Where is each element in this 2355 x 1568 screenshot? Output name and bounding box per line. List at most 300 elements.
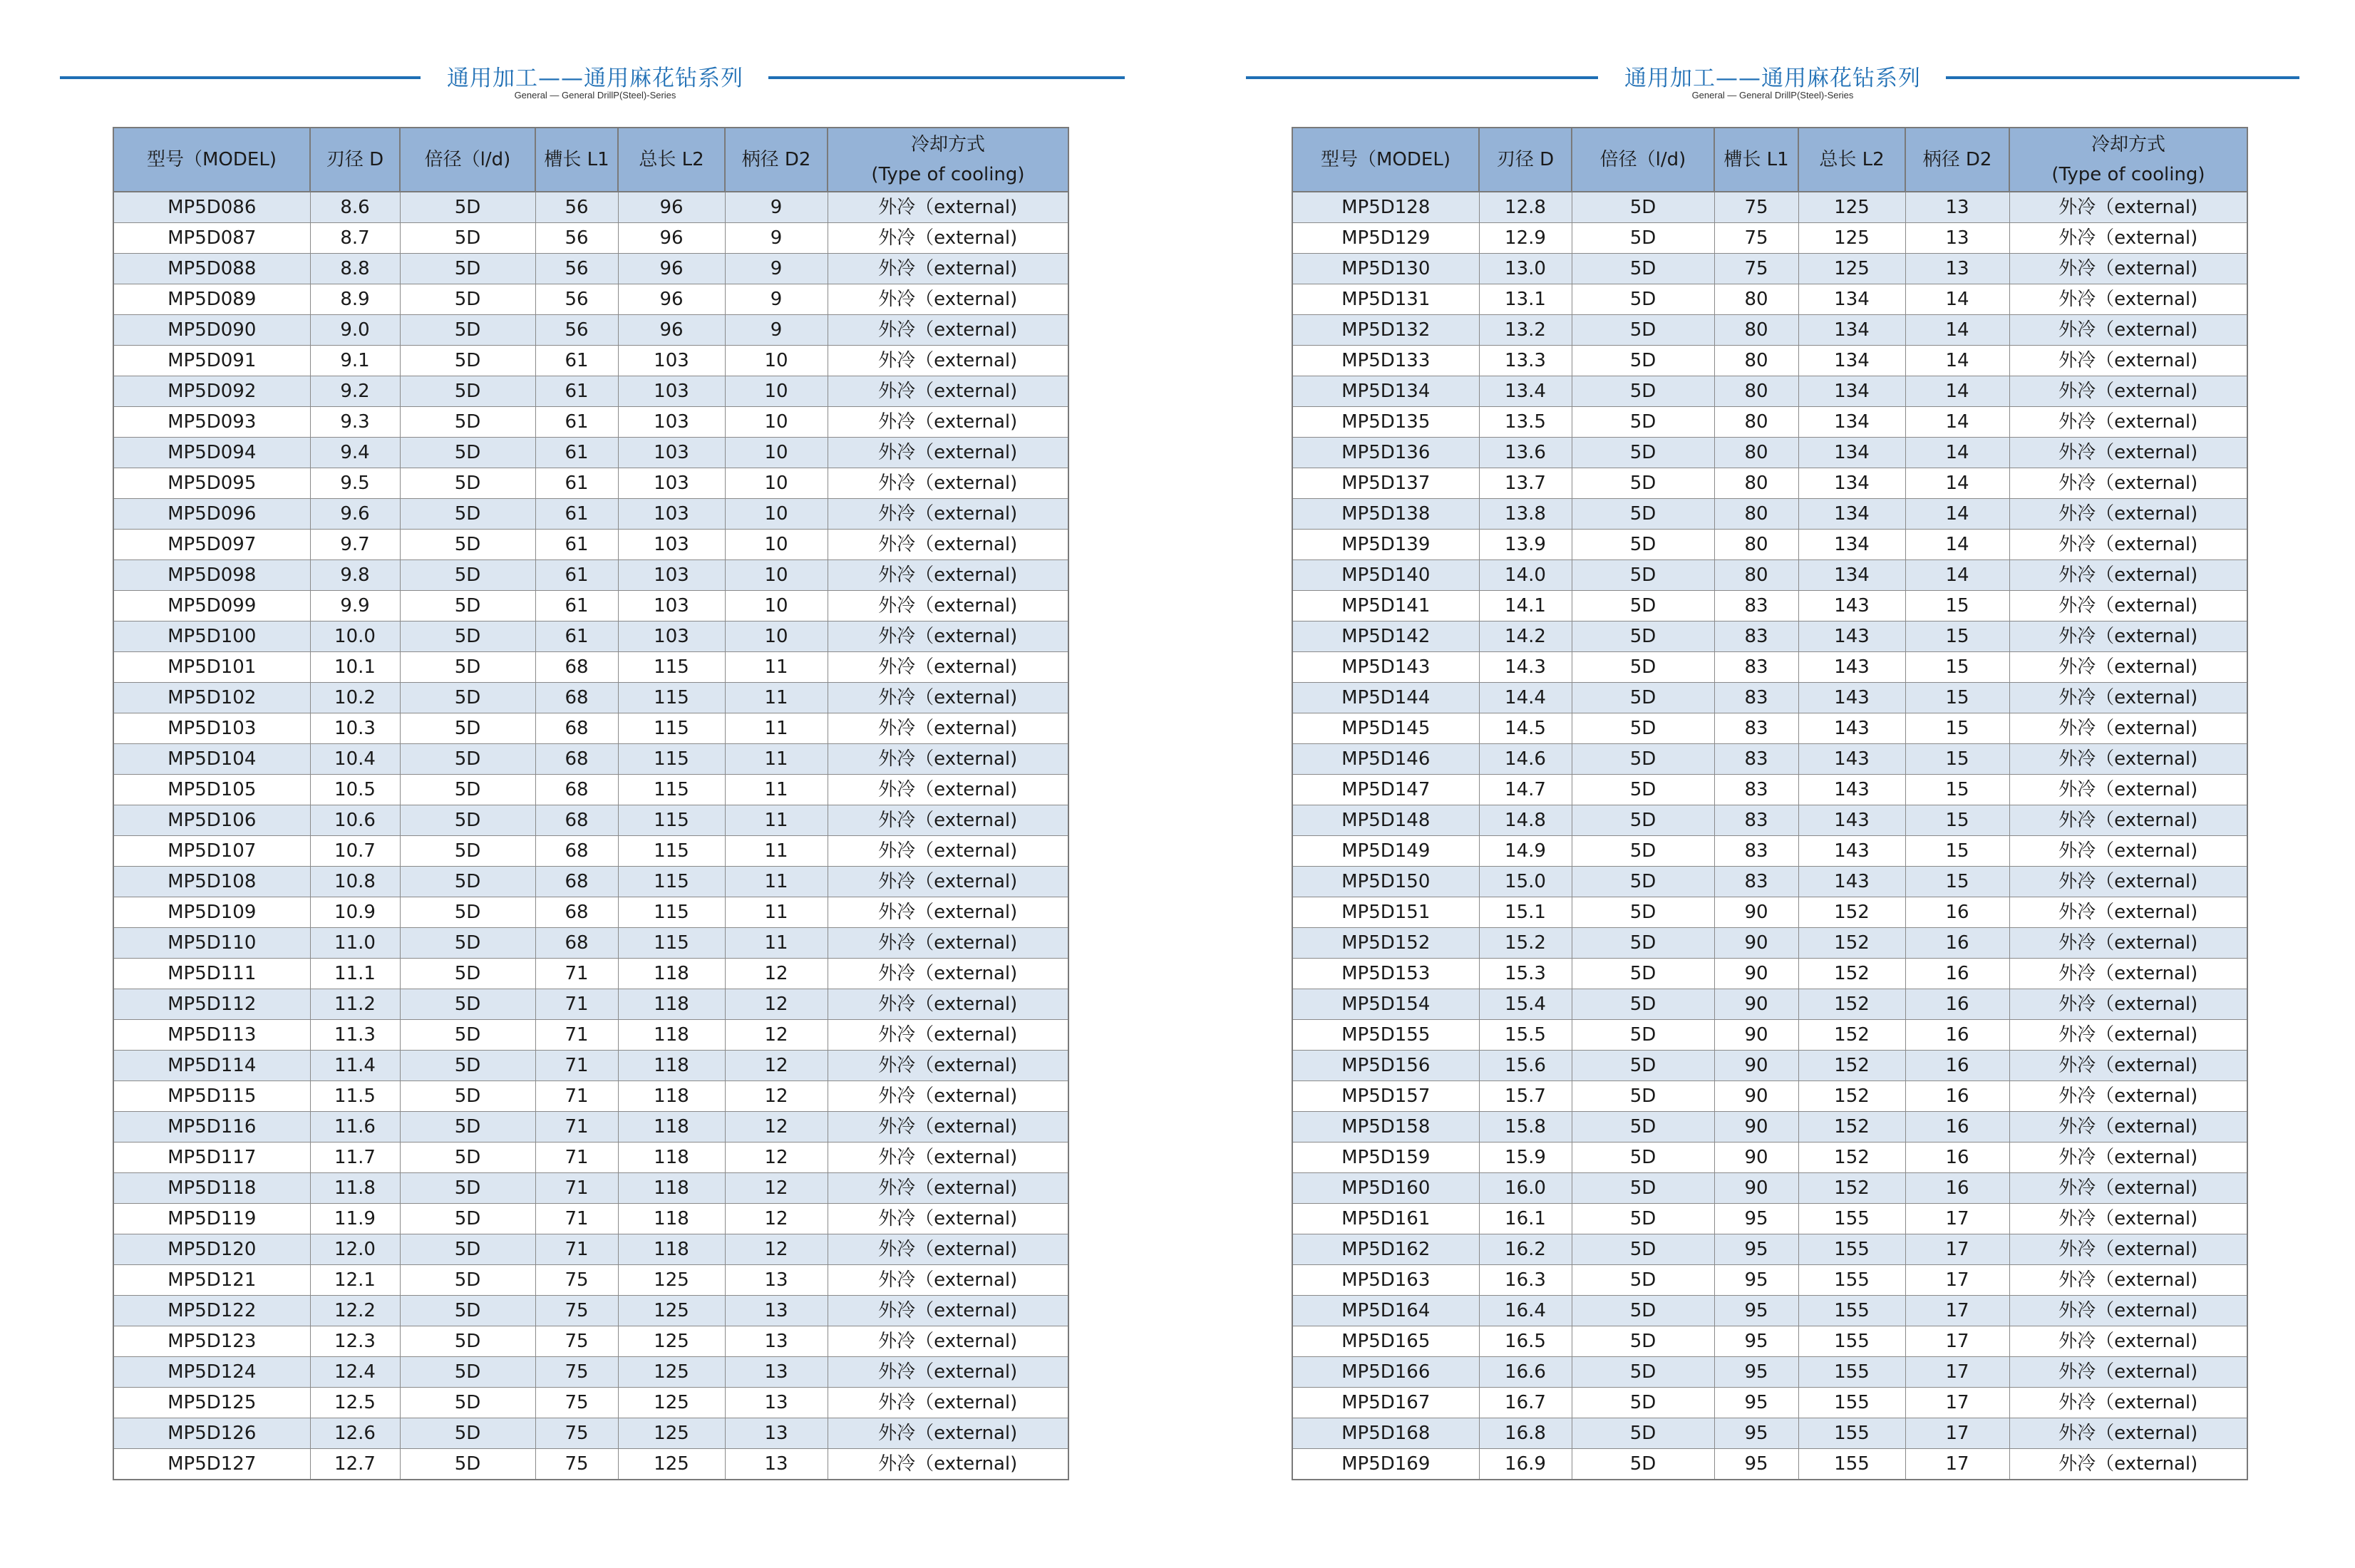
cell-shank-diameter: 14 (1905, 499, 2009, 530)
cell-diameter: 15.2 (1479, 928, 1572, 959)
cell-cooling: 外冷（external) (828, 192, 1068, 223)
cell-cooling: 外冷（external) (2009, 499, 2247, 530)
cell-ratio: 5D (400, 1326, 535, 1357)
cell-shank-diameter: 16 (1905, 1173, 2009, 1204)
cell-total-length: 143 (1798, 591, 1905, 621)
cell-model: MP5D121 (113, 1265, 310, 1296)
table-row (1292, 1173, 2247, 1204)
cell-diameter: 14.3 (1479, 652, 1572, 683)
cell-ratio: 5D (400, 315, 535, 346)
cell-shank-diameter: 15 (1905, 683, 2009, 713)
cell-flute-length: 71 (535, 1143, 618, 1173)
cell-flute-length: 83 (1714, 591, 1798, 621)
cell-shank-diameter: 10 (725, 560, 828, 591)
table-row (1292, 652, 2247, 683)
cell-shank-diameter: 11 (725, 683, 828, 713)
col-header-model: 型号（MODEL) (113, 128, 310, 192)
cell-cooling: 外冷（external) (2009, 1143, 2247, 1173)
cell-total-length: 103 (618, 591, 725, 621)
cell-diameter: 11.7 (310, 1143, 400, 1173)
cell-cooling: 外冷（external) (2009, 1173, 2247, 1204)
cell-total-length: 134 (1798, 468, 1905, 499)
cell-flute-length: 95 (1714, 1449, 1798, 1480)
cell-ratio: 5D (1572, 530, 1714, 560)
cell-shank-diameter: 14 (1905, 376, 2009, 407)
cell-cooling: 外冷（external) (828, 530, 1068, 560)
cell-cooling: 外冷（external) (828, 897, 1068, 928)
cell-diameter: 15.0 (1479, 867, 1572, 897)
cell-flute-length: 75 (535, 1388, 618, 1418)
cell-ratio: 5D (400, 928, 535, 959)
cell-cooling: 外冷（external) (828, 1051, 1068, 1081)
cell-ratio: 5D (400, 775, 535, 805)
cell-shank-diameter: 16 (1905, 1051, 2009, 1081)
cell-shank-diameter: 16 (1905, 1143, 2009, 1173)
cell-ratio: 5D (1572, 192, 1714, 223)
cell-model: MP5D166 (1292, 1357, 1479, 1388)
cell-model: MP5D099 (113, 591, 310, 621)
cell-ratio: 5D (400, 530, 535, 560)
cell-flute-length: 90 (1714, 1143, 1798, 1173)
header-rule-right (768, 76, 1125, 79)
cell-ratio: 5D (400, 1449, 535, 1480)
cell-ratio: 5D (400, 1020, 535, 1051)
cell-cooling: 外冷（external) (828, 284, 1068, 315)
col-header-model: 型号（MODEL) (1292, 128, 1479, 192)
cell-ratio: 5D (1572, 1449, 1714, 1480)
cell-cooling: 外冷（external) (2009, 1357, 2247, 1388)
cell-ratio: 5D (1572, 254, 1714, 284)
cell-flute-length: 68 (535, 805, 618, 836)
col-header-cooling (2009, 128, 2247, 192)
table-row (1292, 1051, 2247, 1081)
cell-ratio: 5D (1572, 1418, 1714, 1449)
table-row (1292, 1234, 2247, 1265)
table-row (113, 683, 1068, 713)
cell-ratio: 5D (400, 836, 535, 867)
cell-shank-diameter: 11 (725, 775, 828, 805)
cell-model: MP5D160 (1292, 1173, 1479, 1204)
cell-flute-length: 90 (1714, 1173, 1798, 1204)
cell-cooling: 外冷（external) (2009, 1051, 2247, 1081)
cell-model: MP5D126 (113, 1418, 310, 1449)
cell-diameter: 16.0 (1479, 1173, 1572, 1204)
table-row (1292, 805, 2247, 836)
cell-total-length: 143 (1798, 744, 1905, 775)
cell-diameter: 11.3 (310, 1020, 400, 1051)
table-row (113, 591, 1068, 621)
cell-model: MP5D158 (1292, 1112, 1479, 1143)
cell-shank-diameter: 14 (1905, 346, 2009, 376)
cell-total-length: 134 (1798, 315, 1905, 346)
cell-shank-diameter: 10 (725, 621, 828, 652)
cell-total-length: 118 (618, 1020, 725, 1051)
cell-diameter: 16.7 (1479, 1388, 1572, 1418)
cell-total-length: 115 (618, 744, 725, 775)
cell-diameter: 13.2 (1479, 315, 1572, 346)
table-row (1292, 1143, 2247, 1173)
cell-cooling: 外冷（external) (828, 1204, 1068, 1234)
cell-diameter: 12.0 (310, 1234, 400, 1265)
table-row (113, 1112, 1068, 1143)
cell-ratio: 5D (1572, 438, 1714, 468)
cell-ratio: 5D (1572, 315, 1714, 346)
cell-diameter: 9.9 (310, 591, 400, 621)
cell-cooling: 外冷（external) (2009, 1388, 2247, 1418)
cell-flute-length: 61 (535, 591, 618, 621)
cell-total-length: 96 (618, 284, 725, 315)
cell-flute-length: 83 (1714, 867, 1798, 897)
table-row (1292, 1357, 2247, 1388)
cell-ratio: 5D (400, 254, 535, 284)
cell-total-length: 118 (618, 959, 725, 989)
cell-diameter: 10.5 (310, 775, 400, 805)
cell-diameter: 16.2 (1479, 1234, 1572, 1265)
cell-shank-diameter: 12 (725, 989, 828, 1020)
cell-flute-length: 75 (535, 1357, 618, 1388)
cell-shank-diameter: 12 (725, 1112, 828, 1143)
cell-flute-length: 56 (535, 284, 618, 315)
cell-diameter: 15.3 (1479, 959, 1572, 989)
table-row (1292, 897, 2247, 928)
cell-cooling: 外冷（external) (828, 1234, 1068, 1265)
cell-cooling: 外冷（external) (828, 1112, 1068, 1143)
cell-flute-length: 75 (535, 1265, 618, 1296)
cell-model: MP5D168 (1292, 1418, 1479, 1449)
cell-flute-length: 75 (535, 1326, 618, 1357)
cell-diameter: 12.9 (1479, 223, 1572, 254)
table-row (1292, 713, 2247, 744)
cell-ratio: 5D (1572, 867, 1714, 897)
cell-ratio: 5D (400, 591, 535, 621)
table-row (1292, 315, 2247, 346)
cell-flute-length: 83 (1714, 836, 1798, 867)
cell-ratio: 5D (1572, 1173, 1714, 1204)
cell-diameter: 9.6 (310, 499, 400, 530)
cell-flute-length: 83 (1714, 652, 1798, 683)
cell-ratio: 5D (1572, 744, 1714, 775)
cell-flute-length: 61 (535, 621, 618, 652)
col-header-ratio: 倍径（l/d) (1572, 128, 1714, 192)
cell-shank-diameter: 15 (1905, 836, 2009, 867)
cell-ratio: 5D (400, 683, 535, 713)
cell-cooling: 外冷（external) (828, 867, 1068, 897)
cell-flute-length: 95 (1714, 1388, 1798, 1418)
cell-shank-diameter: 15 (1905, 591, 2009, 621)
cell-diameter: 11.5 (310, 1081, 400, 1112)
table-row (113, 1265, 1068, 1296)
cell-ratio: 5D (400, 1357, 535, 1388)
table-row (1292, 192, 2247, 223)
cell-model: MP5D142 (1292, 621, 1479, 652)
table-row (113, 713, 1068, 744)
cell-total-length: 103 (618, 438, 725, 468)
cell-cooling: 外冷（external) (2009, 989, 2247, 1020)
table-row (113, 1449, 1068, 1480)
table-row (1292, 560, 2247, 591)
cell-flute-length: 68 (535, 683, 618, 713)
table-row (1292, 1326, 2247, 1357)
cell-diameter: 13.1 (1479, 284, 1572, 315)
table-row (113, 254, 1068, 284)
cell-shank-diameter: 13 (725, 1449, 828, 1480)
table-row (113, 621, 1068, 652)
cell-diameter: 12.1 (310, 1265, 400, 1296)
cell-shank-diameter: 13 (1905, 223, 2009, 254)
cell-total-length: 125 (1798, 254, 1905, 284)
cell-flute-length: 68 (535, 836, 618, 867)
cell-flute-length: 71 (535, 1204, 618, 1234)
cell-total-length: 125 (618, 1449, 725, 1480)
cell-diameter: 9.8 (310, 560, 400, 591)
cell-flute-length: 75 (1714, 192, 1798, 223)
cell-ratio: 5D (1572, 1143, 1714, 1173)
cell-diameter: 12.7 (310, 1449, 400, 1480)
table-row (113, 223, 1068, 254)
cell-ratio: 5D (1572, 1357, 1714, 1388)
cell-flute-length: 71 (535, 1234, 618, 1265)
cell-flute-length: 95 (1714, 1265, 1798, 1296)
cell-ratio: 5D (400, 1265, 535, 1296)
cell-total-length: 155 (1798, 1357, 1905, 1388)
header-rule-left (60, 76, 421, 79)
cell-flute-length: 90 (1714, 1081, 1798, 1112)
cell-ratio: 5D (400, 1112, 535, 1143)
cell-shank-diameter: 12 (725, 1051, 828, 1081)
cell-shank-diameter: 15 (1905, 805, 2009, 836)
cell-flute-length: 80 (1714, 468, 1798, 499)
cell-total-length: 143 (1798, 621, 1905, 652)
cell-cooling: 外冷（external) (2009, 897, 2247, 928)
cell-flute-length: 95 (1714, 1234, 1798, 1265)
cell-model: MP5D100 (113, 621, 310, 652)
cell-model: MP5D112 (113, 989, 310, 1020)
cell-diameter: 13.6 (1479, 438, 1572, 468)
cell-diameter: 11.1 (310, 959, 400, 989)
cell-shank-diameter: 14 (1905, 315, 2009, 346)
cell-cooling: 外冷（external) (2009, 346, 2247, 376)
cell-total-length: 152 (1798, 989, 1905, 1020)
cell-diameter: 10.1 (310, 652, 400, 683)
cell-ratio: 5D (1572, 775, 1714, 805)
cell-shank-diameter: 13 (1905, 192, 2009, 223)
cell-flute-length: 83 (1714, 775, 1798, 805)
cell-cooling: 外冷（external) (828, 1081, 1068, 1112)
cell-total-length: 115 (618, 652, 725, 683)
cell-shank-diameter: 17 (1905, 1449, 2009, 1480)
cell-ratio: 5D (1572, 1081, 1714, 1112)
cell-flute-length: 90 (1714, 928, 1798, 959)
cell-total-length: 155 (1798, 1449, 1905, 1480)
cell-diameter: 13.8 (1479, 499, 1572, 530)
cell-shank-diameter: 9 (725, 315, 828, 346)
cell-flute-length: 83 (1714, 621, 1798, 652)
cell-model: MP5D163 (1292, 1265, 1479, 1296)
cell-model: MP5D093 (113, 407, 310, 438)
cell-cooling: 外冷（external) (2009, 1020, 2247, 1051)
cell-ratio: 5D (400, 1081, 535, 1112)
table-row (1292, 836, 2247, 867)
cell-flute-length: 75 (1714, 223, 1798, 254)
cooling-header-line2: (Type of cooling) (2051, 164, 2205, 185)
cell-ratio: 5D (400, 223, 535, 254)
cell-diameter: 13.7 (1479, 468, 1572, 499)
table-row (1292, 346, 2247, 376)
cell-flute-length: 61 (535, 530, 618, 560)
cell-model: MP5D086 (113, 192, 310, 223)
cell-total-length: 103 (618, 621, 725, 652)
cell-total-length: 152 (1798, 897, 1905, 928)
cell-flute-length: 80 (1714, 346, 1798, 376)
cell-model: MP5D155 (1292, 1020, 1479, 1051)
cell-model: MP5D127 (113, 1449, 310, 1480)
cell-shank-diameter: 11 (725, 836, 828, 867)
table-row (113, 1081, 1068, 1112)
cell-diameter: 8.7 (310, 223, 400, 254)
cell-model: MP5D110 (113, 928, 310, 959)
cell-ratio: 5D (1572, 959, 1714, 989)
table-row (113, 1418, 1068, 1449)
cell-cooling: 外冷（external) (2009, 284, 2247, 315)
cell-diameter: 12.3 (310, 1326, 400, 1357)
cell-model: MP5D128 (1292, 192, 1479, 223)
cell-shank-diameter: 15 (1905, 621, 2009, 652)
table-row (113, 315, 1068, 346)
cell-flute-length: 83 (1714, 683, 1798, 713)
cell-total-length: 134 (1798, 407, 1905, 438)
cell-ratio: 5D (1572, 836, 1714, 867)
cell-model: MP5D088 (113, 254, 310, 284)
cell-shank-diameter: 10 (725, 376, 828, 407)
table-body (1292, 192, 2247, 1480)
cell-model: MP5D115 (113, 1081, 310, 1112)
cell-flute-length: 61 (535, 560, 618, 591)
cell-model: MP5D097 (113, 530, 310, 560)
cell-model: MP5D156 (1292, 1051, 1479, 1081)
cell-diameter: 10.0 (310, 621, 400, 652)
cell-ratio: 5D (400, 744, 535, 775)
cell-shank-diameter: 16 (1905, 897, 2009, 928)
cell-ratio: 5D (1572, 1326, 1714, 1357)
cell-total-length: 103 (618, 560, 725, 591)
table-row (1292, 591, 2247, 621)
cell-cooling: 外冷（external) (2009, 1234, 2247, 1265)
table-row (1292, 1296, 2247, 1326)
cell-total-length: 125 (618, 1388, 725, 1418)
cell-ratio: 5D (1572, 897, 1714, 928)
cell-shank-diameter: 17 (1905, 1265, 2009, 1296)
cell-total-length: 134 (1798, 284, 1905, 315)
cell-flute-length: 56 (535, 315, 618, 346)
cell-cooling: 外冷（external) (2009, 438, 2247, 468)
cell-model: MP5D116 (113, 1112, 310, 1143)
cell-ratio: 5D (400, 468, 535, 499)
cell-model: MP5D165 (1292, 1326, 1479, 1357)
table-row (1292, 1081, 2247, 1112)
cell-shank-diameter: 9 (725, 192, 828, 223)
cell-ratio: 5D (400, 1388, 535, 1418)
cell-flute-length: 90 (1714, 1112, 1798, 1143)
col-header-shank-diameter: 柄径 D2 (725, 128, 828, 192)
cell-cooling: 外冷（external) (2009, 775, 2247, 805)
cell-ratio: 5D (1572, 1112, 1714, 1143)
cell-cooling: 外冷（external) (2009, 1296, 2247, 1326)
cell-model: MP5D161 (1292, 1204, 1479, 1234)
cell-shank-diameter: 10 (725, 591, 828, 621)
cell-ratio: 5D (1572, 407, 1714, 438)
table-row (113, 1388, 1068, 1418)
table-row (113, 560, 1068, 591)
cell-total-length: 155 (1798, 1388, 1905, 1418)
cell-cooling: 外冷（external) (828, 652, 1068, 683)
cell-ratio: 5D (1572, 346, 1714, 376)
cell-diameter: 15.7 (1479, 1081, 1572, 1112)
cell-model: MP5D104 (113, 744, 310, 775)
col-header-diameter: 刃径 D (1479, 128, 1572, 192)
cell-diameter: 11.2 (310, 989, 400, 1020)
cell-diameter: 8.8 (310, 254, 400, 284)
table-row (1292, 438, 2247, 468)
cell-diameter: 13.0 (1479, 254, 1572, 284)
cell-flute-length: 61 (535, 438, 618, 468)
cell-cooling: 外冷（external) (828, 438, 1068, 468)
col-header-ratio: 倍径（l/d) (400, 128, 535, 192)
cell-ratio: 5D (1572, 591, 1714, 621)
cell-model: MP5D095 (113, 468, 310, 499)
cell-shank-diameter: 13 (725, 1265, 828, 1296)
cell-cooling: 外冷（external) (2009, 407, 2247, 438)
cell-model: MP5D139 (1292, 530, 1479, 560)
cell-shank-diameter: 14 (1905, 468, 2009, 499)
cell-model: MP5D090 (113, 315, 310, 346)
cell-diameter: 11.8 (310, 1173, 400, 1204)
cell-total-length: 125 (618, 1357, 725, 1388)
cell-diameter: 12.5 (310, 1388, 400, 1418)
cell-cooling: 外冷（external) (2009, 1418, 2247, 1449)
cell-flute-length: 71 (535, 1173, 618, 1204)
cell-cooling: 外冷（external) (828, 1418, 1068, 1449)
cell-total-length: 125 (1798, 192, 1905, 223)
cell-diameter: 14.6 (1479, 744, 1572, 775)
cell-total-length: 118 (618, 1204, 725, 1234)
cell-flute-length: 71 (535, 1051, 618, 1081)
cell-cooling: 外冷（external) (828, 1173, 1068, 1204)
cell-shank-diameter: 13 (725, 1357, 828, 1388)
cell-shank-diameter: 13 (725, 1388, 828, 1418)
cell-model: MP5D148 (1292, 805, 1479, 836)
cell-shank-diameter: 16 (1905, 989, 2009, 1020)
cell-shank-diameter: 15 (1905, 775, 2009, 805)
cell-total-length: 125 (618, 1326, 725, 1357)
cell-flute-length: 95 (1714, 1204, 1798, 1234)
table-row (113, 867, 1068, 897)
cell-cooling: 外冷（external) (2009, 315, 2247, 346)
cell-shank-diameter: 10 (725, 499, 828, 530)
cell-diameter: 16.4 (1479, 1296, 1572, 1326)
cell-diameter: 14.2 (1479, 621, 1572, 652)
cell-flute-length: 90 (1714, 1051, 1798, 1081)
col-header-shank-diameter: 柄径 D2 (1905, 128, 2009, 192)
cell-flute-length: 75 (535, 1296, 618, 1326)
cell-flute-length: 61 (535, 499, 618, 530)
cell-model: MP5D162 (1292, 1234, 1479, 1265)
cell-ratio: 5D (1572, 376, 1714, 407)
header-rule-right (1946, 76, 2299, 79)
cell-model: MP5D169 (1292, 1449, 1479, 1480)
cell-ratio: 5D (1572, 1388, 1714, 1418)
cell-ratio: 5D (1572, 468, 1714, 499)
drill-spec-table (113, 127, 1069, 1480)
